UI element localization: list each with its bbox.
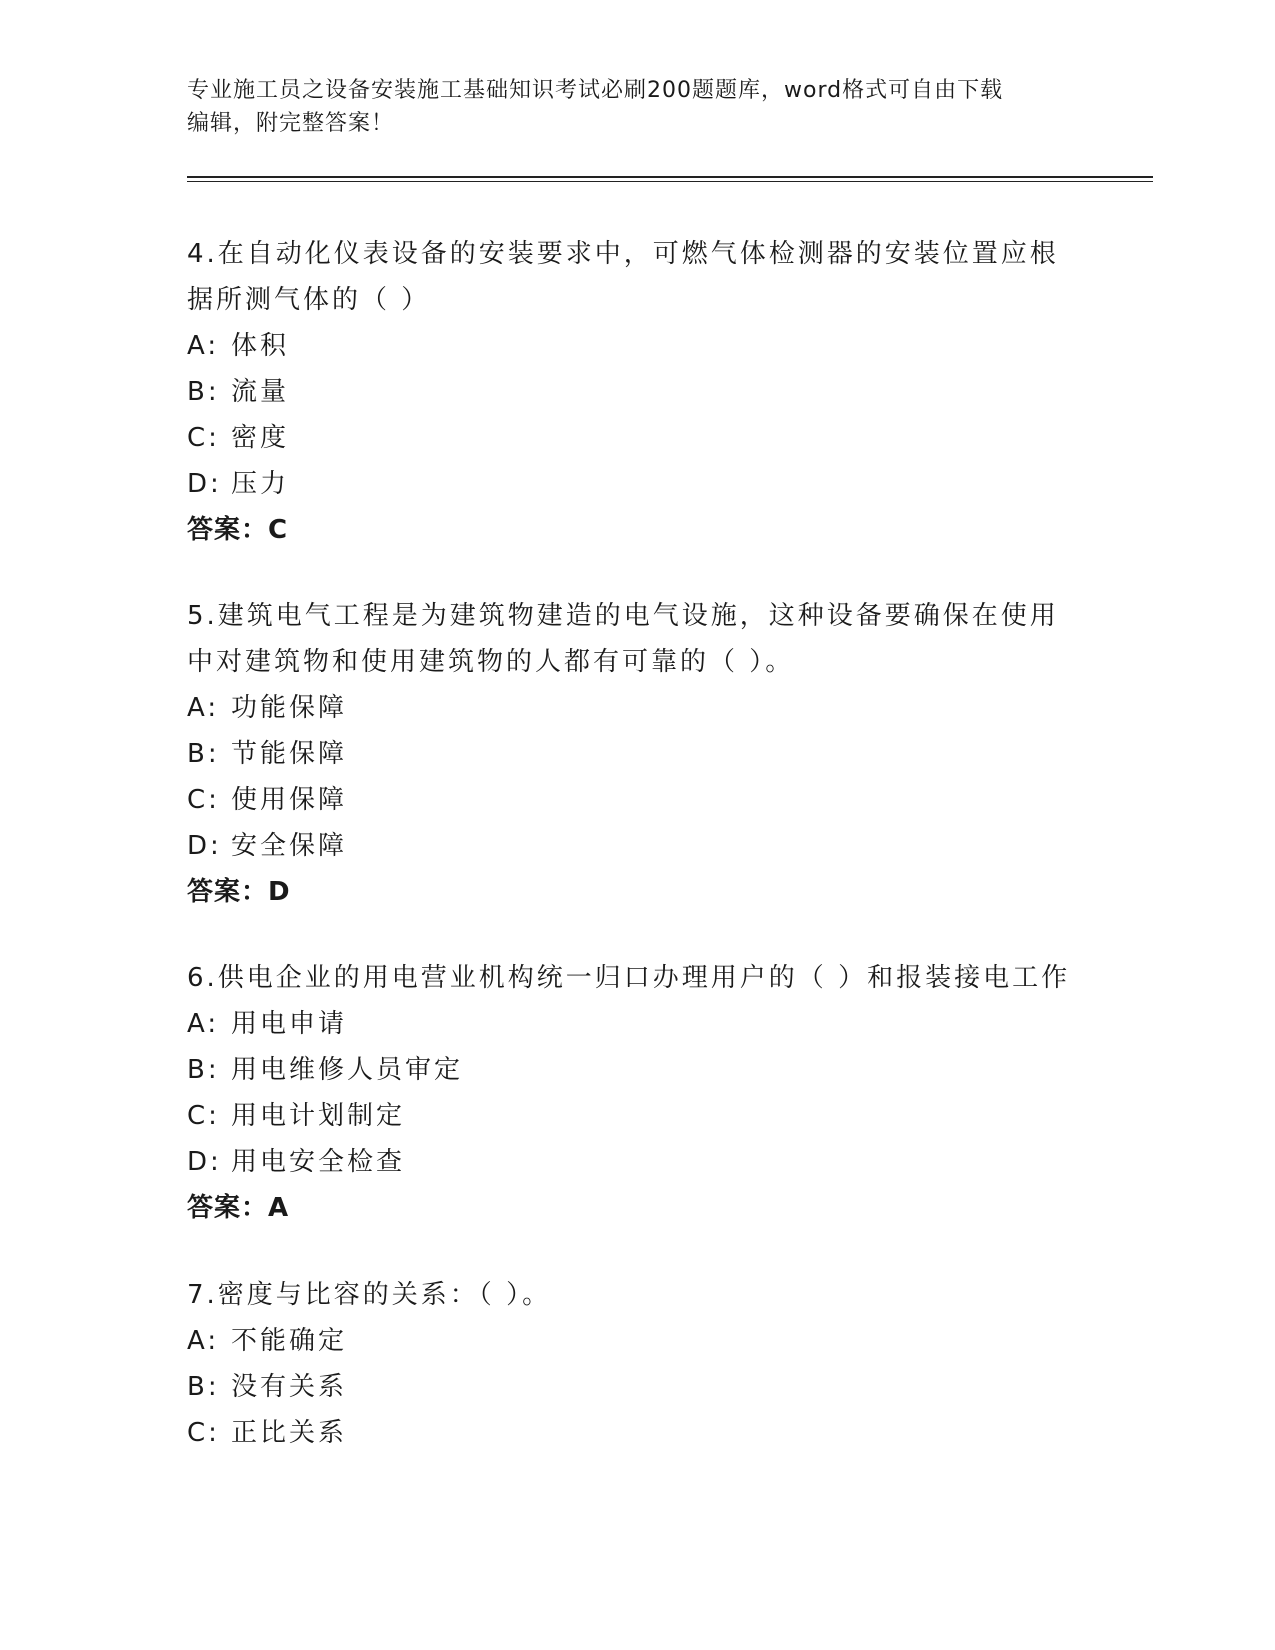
option-text: 安全保障 <box>231 831 348 861</box>
option-b <box>187 369 1087 415</box>
option-text: 密度 <box>231 423 290 453</box>
question-stem-line-2: 中对建筑物和使用建筑物的人都有可靠的（ ）。 <box>187 647 795 677</box>
option-c <box>187 1093 1087 1139</box>
question-7 <box>187 1272 1087 1456</box>
question-stem-line-1: 4.在自动化仪表设备的安装要求中，可燃气体检测器的安装位置应根 <box>187 239 1059 269</box>
option-d <box>187 823 1087 869</box>
option-letter: A: <box>187 693 220 723</box>
option-text: 正比关系 <box>231 1418 348 1448</box>
option-letter: A: <box>187 331 220 361</box>
option-text: 用电申请 <box>231 1009 348 1039</box>
option-a <box>187 1001 1087 1047</box>
option-text: 体积 <box>231 331 290 361</box>
option-text: 用电计划制定 <box>231 1101 406 1131</box>
question-stem-line-1: 7.密度与比容的关系：（ ）。 <box>187 1280 552 1310</box>
question-stem <box>187 593 1087 685</box>
option-a <box>187 1318 1087 1364</box>
answer: 答案：C <box>187 515 289 545</box>
option-letter: C: <box>187 1418 220 1448</box>
header-divider-thick <box>187 176 1153 178</box>
question-5 <box>187 593 1087 915</box>
option-b <box>187 731 1087 777</box>
option-letter: B: <box>187 1372 220 1402</box>
header-divider-thin <box>187 181 1153 182</box>
option-letter: A: <box>187 1326 220 1356</box>
question-stem <box>187 1272 1087 1318</box>
option-c <box>187 1410 1087 1456</box>
option-letter: B: <box>187 377 220 407</box>
option-letter: D: <box>187 469 222 499</box>
document-header <box>187 74 1067 140</box>
option-d <box>187 461 1087 507</box>
option-c <box>187 415 1087 461</box>
question-stem-line-2: 据所测气体的（ ） <box>187 285 431 315</box>
question-stem <box>187 955 1087 1001</box>
option-letter: B: <box>187 739 220 769</box>
option-d <box>187 1139 1087 1185</box>
option-letter: A: <box>187 1009 220 1039</box>
option-text: 用电安全检查 <box>231 1147 406 1177</box>
option-text: 用电维修人员审定 <box>231 1055 464 1085</box>
answer: 答案：D <box>187 877 291 907</box>
question-stem <box>187 231 1087 323</box>
option-text: 使用保障 <box>231 785 348 815</box>
option-a <box>187 685 1087 731</box>
option-letter: D: <box>187 831 222 861</box>
option-text: 节能保障 <box>231 739 348 769</box>
option-text: 流量 <box>231 377 290 407</box>
option-text: 压力 <box>231 469 290 499</box>
option-letter: C: <box>187 1101 220 1131</box>
answer: 答案：A <box>187 1193 290 1223</box>
option-letter: C: <box>187 423 220 453</box>
option-text: 没有关系 <box>231 1372 348 1402</box>
question-stem-line-1: 6.供电企业的用电营业机构统一归口办理用户的（ ）和报装接电工作 <box>187 963 1071 993</box>
question-6 <box>187 955 1087 1231</box>
header-line-1: 专业施工员之设备安装施工基础知识考试必刷200题题库，word格式可自由下载 <box>187 78 1004 103</box>
question-stem-line-1: 5.建筑电气工程是为建筑物建造的电气设施，这种设备要确保在使用 <box>187 601 1059 631</box>
option-b <box>187 1047 1087 1093</box>
option-c <box>187 777 1087 823</box>
option-text: 不能确定 <box>231 1326 348 1356</box>
option-a <box>187 323 1087 369</box>
option-b <box>187 1364 1087 1410</box>
question-4 <box>187 231 1087 553</box>
option-letter: D: <box>187 1147 222 1177</box>
option-letter: C: <box>187 785 220 815</box>
option-text: 功能保障 <box>231 693 348 723</box>
option-letter: B: <box>187 1055 220 1085</box>
header-line-2: 编辑，附完整答案！ <box>187 111 395 136</box>
